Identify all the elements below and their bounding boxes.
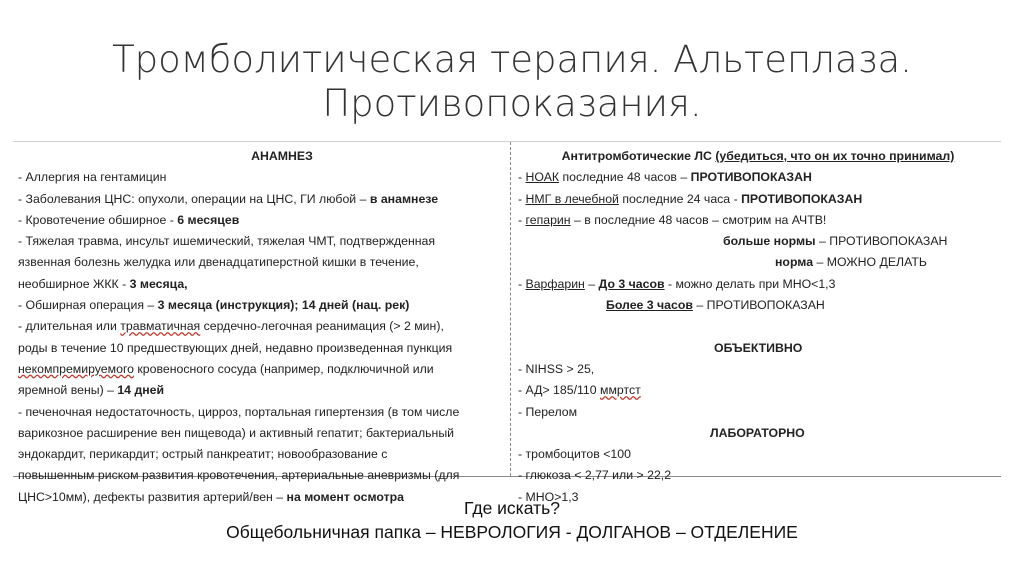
list-item: - NIHSS > 25, <box>518 361 595 376</box>
footer-location: Общебольничная папка – НЕВРОЛОГИЯ - ДОЛГАНОВ – ОТДЕЛЕНИЕ <box>226 522 798 542</box>
contraindications-table <box>13 141 1001 504</box>
list-item: - АД> 185/110 ммртст <box>518 383 641 398</box>
list-item: некомпремируемого кровеносного сосуда (например, подключичной или <box>18 361 434 376</box>
spacer <box>518 316 998 337</box>
footer <box>0 496 1024 544</box>
list-item: язвенная болезнь желудка или двенадцатиперстной кишки в течение, <box>18 255 419 270</box>
list-item: - НМГ в лечебной последние 24 часа - ПРОТИВОПОКАЗАН <box>518 191 863 206</box>
antithrombotic-column <box>518 146 998 508</box>
list-item: эндокардит, перикардит; острый панкреатит; новообразование с <box>18 447 388 462</box>
list-item: больше нормы – ПРОТИВОПОКАЗАН <box>723 234 948 249</box>
list-item: - Обширная операция – 3 месяца (инструкция); 14 дней (нац. рек) <box>18 298 410 313</box>
title-line-1: Тромболитическая терапия. Альтеплаза. <box>112 38 912 81</box>
list-item: - НОАК последние 48 часов – ПРОТИВОПОКАЗАН <box>518 170 812 185</box>
list-item: - Заболевания ЦНС: опухоли, операции на ЦНС, ГИ любой – в анамнезе <box>18 191 439 206</box>
list-item: повышенным риском развития кровотечения, артериальные аневризмы (для <box>18 468 460 483</box>
column-divider <box>510 142 511 476</box>
objective-heading: ОБЪЕКТИВНО <box>714 340 803 355</box>
list-item: яремной вены) – 14 дней <box>18 383 165 398</box>
antithrombotic-heading: Антитромботические ЛС (убедиться, что он их точно принимал) <box>561 149 955 163</box>
list-item: - МНО>1,3 <box>518 489 579 504</box>
list-item: роды в течение 10 предшествующих дней, недавно произведенная пункция <box>18 340 453 355</box>
list-item: - Перелом <box>518 404 578 419</box>
list-item: - печеночная недостаточность, цирроз, портальная гипертензия (в том числе <box>18 404 460 419</box>
list-item: - тромбоцитов <100 <box>518 447 631 462</box>
list-item: норма – МОЖНО ДЕЛАТЬ <box>775 255 927 270</box>
anamnesis-heading: АНАМНЕЗ <box>251 149 313 163</box>
list-item: - гепарин – в последние 48 часов – смотрим на АЧТВ! <box>518 212 827 227</box>
list-item: - длительная или травматичная сердечно-легочная реанимация (> 2 мин), <box>18 319 444 334</box>
list-item: Более 3 часов – ПРОТИВОПОКАЗАН <box>606 298 825 313</box>
laboratory-heading: ЛАБОРАТОРНО <box>710 425 805 440</box>
anamnesis-column <box>18 146 506 508</box>
list-item: - Варфарин – До 3 часов - можно делать при МНО<1,3 <box>518 276 836 291</box>
list-item: - глюкоза < 2,77 или > 22,2 <box>518 468 672 483</box>
footer-question: Где искать? <box>464 498 560 518</box>
list-item: - Тяжелая травма, инсульт ишемический, тяжелая ЧМТ, подтвержденная <box>18 234 436 249</box>
list-item: - Аллергия на гентамицин <box>18 170 167 185</box>
list-item: варикозное расширение вен пищевода) и активный гепатит; бактериальный <box>18 425 455 440</box>
list-item: ЦНС>10мм), дефекты развития артерий/вен – на момент осмотра <box>18 489 404 504</box>
list-item: - Кровотечение обширное - 6 месяцев <box>18 212 240 227</box>
title-line-2: Противопоказания. <box>322 82 702 125</box>
slide-title <box>0 38 1024 126</box>
list-item: необширное ЖКК - 3 месяца, <box>18 276 188 291</box>
